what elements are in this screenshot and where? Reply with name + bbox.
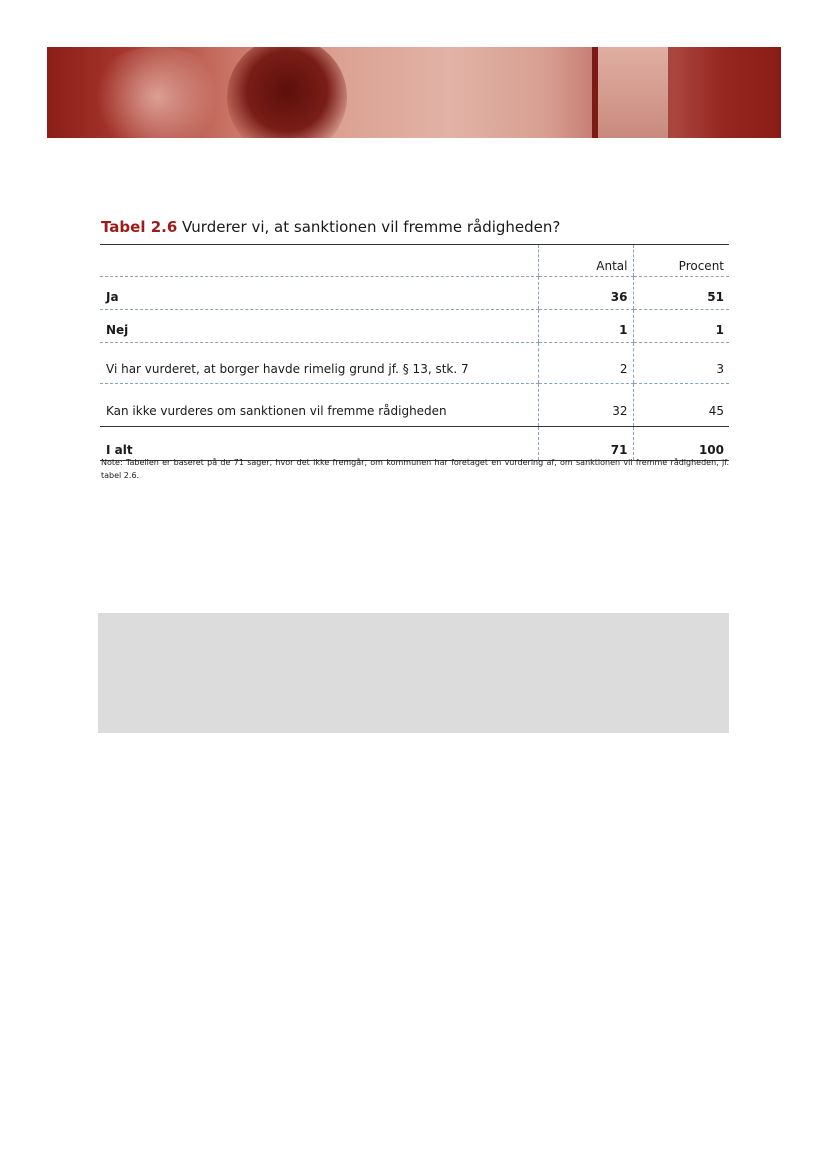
row-label: Ja	[100, 277, 538, 310]
header-banner-image	[47, 47, 781, 138]
row-label: Kan ikke vurderes om sanktionen vil fremme rådigheden	[100, 384, 538, 427]
row-procent: 45	[633, 384, 729, 427]
header-procent: Procent	[633, 245, 729, 277]
row-antal: 1	[538, 310, 633, 343]
row-procent: 3	[633, 343, 729, 384]
data-table	[100, 244, 729, 461]
total-label: I alt	[100, 427, 538, 461]
table-row	[100, 384, 729, 427]
table-header-row	[100, 245, 729, 277]
table-row	[100, 310, 729, 343]
table-row	[100, 343, 729, 384]
row-antal: 32	[538, 384, 633, 427]
header-label	[100, 245, 538, 277]
banner-person-silhouette	[227, 47, 347, 138]
row-antal: 36	[538, 277, 633, 310]
row-antal: 2	[538, 343, 633, 384]
gray-text-box	[98, 613, 729, 733]
row-procent: 1	[633, 310, 729, 343]
table-note: Note: Tabellen er baseret på de 71 sager, hvor det ikke fremgår, om kommunen har foretaget en vurdering af, om sanktionen vil fremme rådigheden, jf. tabel 2.6.	[101, 458, 729, 480]
table-title	[101, 218, 560, 236]
banner-highlight	[87, 47, 227, 138]
row-procent: 51	[633, 277, 729, 310]
row-label: Vi har vurderet, at borger havde rimelig grund jf. § 13, stk. 7	[100, 343, 538, 384]
table-number: Tabel 2.6	[101, 218, 178, 236]
banner-window-frame	[592, 47, 672, 138]
table-caption: Vurderer vi, at sanktionen vil fremme rådigheden?	[177, 218, 561, 236]
row-label: Nej	[100, 310, 538, 343]
header-antal: Antal	[538, 245, 633, 277]
total-procent: 100	[633, 427, 729, 461]
table-row	[100, 277, 729, 310]
total-antal: 71	[538, 427, 633, 461]
